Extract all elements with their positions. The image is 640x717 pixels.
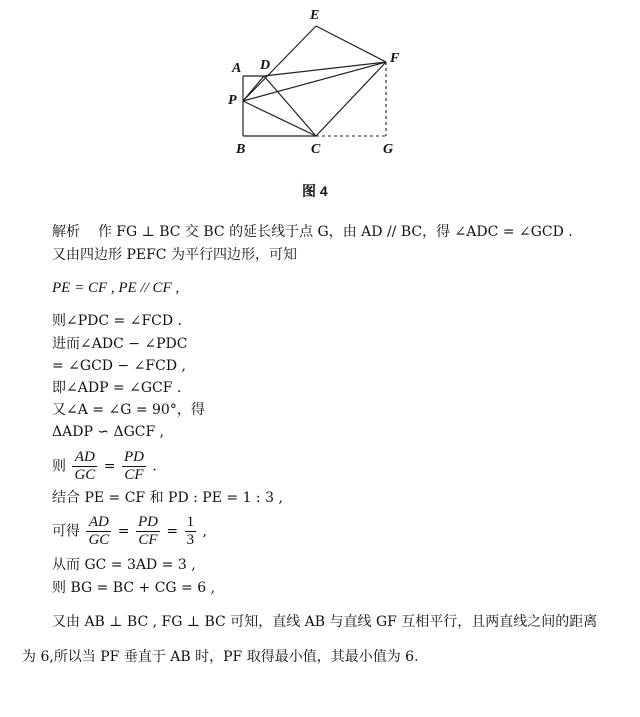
step-gc-value: 从而 GC = 3AD = 3 , <box>52 557 196 573</box>
fraction-denominator: CF <box>138 532 158 548</box>
step-gcd-minus-fcd: = ∠GCD − ∠FCD , <box>52 358 186 374</box>
segment-DF <box>264 62 386 76</box>
label-C: C <box>311 142 321 157</box>
step-bg-value: 则 BG = BC + CG = 6 , <box>52 580 216 596</box>
step-similar-triangles: ΔADP ∽ ΔGCF , <box>52 424 165 440</box>
step-pdc-fcd: 则∠PDC = ∠FCD . <box>52 313 182 329</box>
solution-line-1 <box>52 223 573 241</box>
fraction-denominator: GC <box>88 532 110 548</box>
segment-PE <box>243 26 316 101</box>
figure-diagram <box>0 0 640 210</box>
equation-pe-cf: PE = CF , PE // CF , <box>52 280 180 296</box>
result-comma: , <box>202 523 207 540</box>
step-parallel-lines: 又由 AB ⊥ BC , FG ⊥ BC 可知，直线 AB 与直线 GF 互相平行，且两直线之间的距离 <box>52 614 598 630</box>
fraction-denominator: CF <box>124 467 144 483</box>
fraction-denominator: GC <box>74 467 96 483</box>
step-combine-conditions: 结合 PE = CF 和 PD : PE = 1 : 3 , <box>52 490 283 506</box>
label-G: G <box>383 142 394 157</box>
fraction-numerator: AD <box>86 514 111 532</box>
segment-FC <box>316 62 386 136</box>
fraction-ad-gc-2 <box>86 514 111 549</box>
fraction-one-third <box>185 514 197 549</box>
label-D: D <box>260 58 271 73</box>
label-B: B <box>236 142 246 157</box>
label-E: E <box>310 8 320 23</box>
step-conclusion: 为 6,所以当 PF 垂直于 AB 时，PF 取得最小值，其最小值为 6. <box>22 649 419 665</box>
ratio-prefix: 则 <box>52 458 66 475</box>
fraction-ad-gc <box>72 449 97 484</box>
label-P: P <box>228 93 237 108</box>
segment-EF <box>316 26 386 62</box>
solution-line-2: 又由四边形 PEFC 为平行四边形，可知 <box>52 247 297 263</box>
ratio-period: . <box>152 458 157 475</box>
fraction-numerator: 1 <box>186 514 195 530</box>
result-prefix: 可得 <box>52 523 80 540</box>
label-A: A <box>232 61 242 76</box>
segment-DC <box>264 76 316 136</box>
label-F: F <box>390 51 400 66</box>
step-adc-minus-pdc: 进而∠ADC − ∠PDC <box>52 336 188 352</box>
segment-PC <box>243 101 316 136</box>
fraction-pd-cf <box>122 449 146 484</box>
fraction-pd-cf-2 <box>136 514 160 549</box>
solution-line-1-text: 作 FG ⊥ BC 交 BC 的延长线于点 G，由 AD // BC，得 ∠ADC = ∠GCD . <box>97 224 573 240</box>
segment-PD <box>243 76 264 101</box>
fraction-numerator: AD <box>72 449 97 467</box>
step-angles-90: 又∠A = ∠G = 90°，得 <box>52 402 205 418</box>
equals-sign: = <box>166 523 179 540</box>
fraction-numerator: PD <box>137 514 158 530</box>
geometry-figure <box>0 0 640 210</box>
figure-caption: 图 4 <box>302 183 328 199</box>
step-ratio-equation <box>52 449 157 484</box>
step-ratio-result <box>52 514 207 549</box>
step-adp-gcf: 即∠ADP = ∠GCF . <box>52 380 182 396</box>
equals-sign: = <box>117 523 130 540</box>
solution-label: 解析 <box>52 224 80 240</box>
equals-sign: = <box>103 458 116 475</box>
fraction-numerator: PD <box>123 449 144 465</box>
fraction-denominator: 3 <box>186 532 195 548</box>
